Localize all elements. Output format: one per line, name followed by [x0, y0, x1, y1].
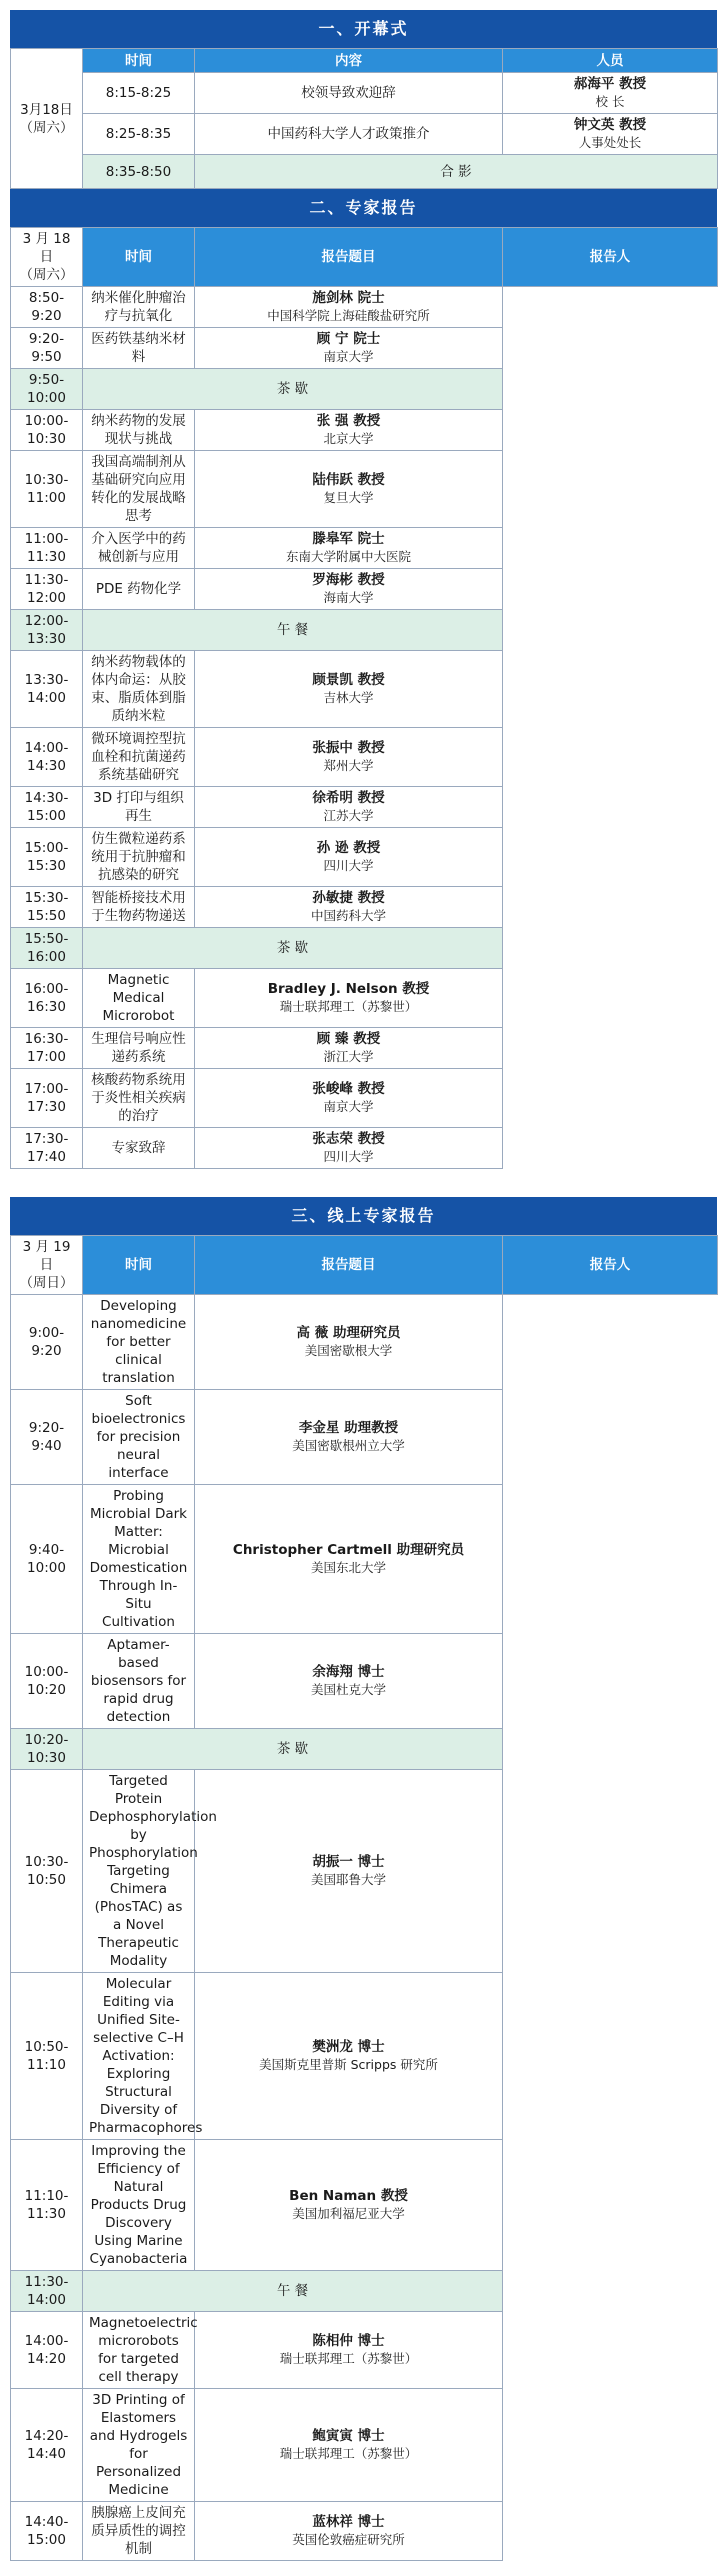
speaker-name: 孙敏捷 教授	[312, 890, 385, 906]
time-cell: 10:00-10:20	[11, 1634, 83, 1729]
speaker-cell	[195, 1128, 503, 1169]
photo-row	[11, 155, 718, 189]
table-row	[11, 1295, 718, 1390]
expert-section	[10, 189, 717, 1169]
speaker-cell	[195, 1770, 503, 1973]
table-row	[11, 651, 718, 728]
speaker-name: 余海翔 博士	[312, 1664, 385, 1680]
speaker-name: 陈相仲 博士	[312, 2333, 385, 2349]
speaker-name: Bradley J. Nelson 教授	[267, 981, 430, 997]
break-label: 茶 歇	[83, 928, 503, 969]
table-row	[11, 451, 718, 528]
speaker-org: 中国科学院上海硅酸盐研究所	[267, 308, 430, 323]
speaker-org: 美国加利福尼亚大学	[292, 2206, 405, 2221]
speaker-name: Christopher Cartmell 助理研究员	[232, 1542, 465, 1558]
col-header-topic: 报告题目	[195, 1236, 503, 1295]
topic-cell: 我国高端制剂从基础研究向应用转化的发展战略思考	[83, 451, 195, 528]
table-row	[11, 2502, 718, 2561]
table-row	[11, 528, 718, 569]
speaker-name: Ben Naman 教授	[289, 2188, 408, 2204]
col-header-time: 时间	[83, 49, 195, 73]
date-label: 3月18日	[20, 101, 73, 118]
speaker-name: 高 薇 助理研究员	[296, 1325, 401, 1341]
table-row	[11, 1390, 718, 1485]
time-cell: 9:20-9:40	[11, 1390, 83, 1485]
speaker-org: 瑞士联邦理工（苏黎世）	[279, 2351, 418, 2366]
speaker-org: 中国药科大学	[310, 908, 386, 923]
weekday-label: （周六）	[19, 119, 74, 136]
date-cell	[11, 49, 83, 189]
speaker-cell	[195, 287, 503, 328]
expert-table	[10, 227, 718, 1169]
topic-cell: 纳米催化肿瘤治疗与抗氧化	[83, 287, 195, 328]
speaker-name: 罗海彬 教授	[312, 572, 385, 588]
speaker-name: 滕皋军 院士	[312, 531, 385, 547]
speaker-cell	[195, 328, 503, 369]
speaker-name: 顾 臻 教授	[316, 1031, 381, 1047]
topic-cell: Magnetic Medical Microrobot	[83, 969, 195, 1028]
time-cell: 10:00-10:30	[11, 410, 83, 451]
topic-cell: Soft bioelectronics for precision neural interface	[83, 1390, 195, 1485]
speaker-org: 江苏大学	[323, 808, 374, 823]
speaker-name: 胡振一 博士	[312, 1854, 385, 1870]
time-cell: 10:30-10:50	[11, 1770, 83, 1973]
time-cell: 16:30-17:00	[11, 1028, 83, 1069]
table-row	[11, 410, 718, 451]
time-cell: 14:30-15:00	[11, 787, 83, 828]
speaker-name: 徐希明 教授	[312, 790, 385, 806]
speaker-cell	[195, 1069, 503, 1128]
time-cell: 13:30-14:00	[11, 651, 83, 728]
time-cell: 14:00-14:30	[11, 728, 83, 787]
speaker-cell	[195, 1973, 503, 2140]
table-row	[11, 2312, 718, 2389]
table-row	[11, 1028, 718, 1069]
speaker-cell	[195, 2502, 503, 2561]
topic-cell: 微环境调控型抗血栓和抗菌递药系统基础研究	[83, 728, 195, 787]
time-cell: 9:20-9:50	[11, 328, 83, 369]
topic-cell: 3D Printing of Elastomers and Hydrogels for Personalized Medicine	[83, 2389, 195, 2502]
topic-cell: Magnetoelectric microrobots for targeted cell therapy	[83, 2312, 195, 2389]
speaker-name: 顾景凯 教授	[312, 672, 385, 688]
speaker-cell	[195, 969, 503, 1028]
speaker-org: 人事处处长	[578, 135, 642, 150]
date-cell	[11, 228, 83, 287]
topic-cell: 生理信号响应性递药系统	[83, 1028, 195, 1069]
opening-table	[10, 48, 718, 189]
speaker-name: 樊洲龙 博士	[312, 2039, 385, 2055]
time-cell: 12:00-13:30	[11, 610, 83, 651]
table-row	[11, 1634, 718, 1729]
speaker-cell	[195, 728, 503, 787]
date-cell	[11, 1236, 83, 1295]
break-label: 午 餐	[83, 610, 503, 651]
speaker-cell	[195, 2312, 503, 2389]
time-cell: 8:50-9:20	[11, 287, 83, 328]
time-cell: 15:30-15:50	[11, 887, 83, 928]
speaker-cell	[503, 114, 718, 155]
speaker-name: 顾 宁 院士	[316, 331, 381, 347]
speaker-name: 张峻峰 教授	[312, 1081, 385, 1097]
speaker-name: 鲍寅寅 博士	[312, 2428, 385, 2444]
time-cell: 17:30-17:40	[11, 1128, 83, 1169]
topic-cell: 3D 打印与组织再生	[83, 787, 195, 828]
photo-label: 合 影	[195, 155, 718, 189]
topic-cell: 胰腺癌上皮间充质异质性的调控机制	[83, 2502, 195, 2561]
speaker-org: 美国杜克大学	[310, 1682, 386, 1697]
speaker-name: 张志荣 教授	[312, 1131, 385, 1147]
table-row	[11, 969, 718, 1028]
speaker-org: 郑州大学	[323, 758, 374, 773]
online-table	[10, 1235, 718, 2561]
speaker-cell	[195, 569, 503, 610]
table-row	[11, 887, 718, 928]
time-cell: 9:50-10:00	[11, 369, 83, 410]
time-cell: 11:30-14:00	[11, 2271, 83, 2312]
col-header-speaker: 报告人	[503, 1236, 718, 1295]
speaker-name: 钟文英 教授	[573, 117, 647, 133]
speaker-name: 蓝林祥 博士	[312, 2514, 385, 2530]
time-cell: 9:40-10:00	[11, 1485, 83, 1634]
table-row	[11, 728, 718, 787]
expert-rows	[11, 287, 718, 1169]
speaker-org: 瑞士联邦理工（苏黎世）	[279, 999, 418, 1014]
col-header-person: 人员	[503, 49, 718, 73]
speaker-org: 南京大学	[323, 349, 374, 364]
topic-cell: PDE 药物化学	[83, 569, 195, 610]
time-cell: 11:10-11:30	[11, 2140, 83, 2271]
date-label: 3 月 19 日	[22, 1239, 71, 1273]
col-header-time: 时间	[83, 1236, 195, 1295]
speaker-org: 校 长	[595, 94, 625, 109]
topic-cell: 智能桥接技术用于生物药物递送	[83, 887, 195, 928]
topic-cell: 专家致辞	[83, 1128, 195, 1169]
time-cell: 10:30-11:00	[11, 451, 83, 528]
topic-cell: 纳米药物的发展现状与挑战	[83, 410, 195, 451]
speaker-name: 李金星 助理教授	[298, 1420, 399, 1436]
table-row	[11, 569, 718, 610]
speaker-cell	[195, 2389, 503, 2502]
time-cell: 8:35-8:50	[83, 155, 195, 189]
break-row	[11, 1729, 718, 1770]
table-row	[11, 328, 718, 369]
online-rows	[11, 1295, 718, 2561]
break-row	[11, 2271, 718, 2312]
time-cell: 15:00-15:30	[11, 828, 83, 887]
speaker-org: 吉林大学	[323, 690, 374, 705]
speaker-name: 张 强 教授	[316, 413, 381, 429]
time-cell: 15:50-16:00	[11, 928, 83, 969]
speaker-org: 美国密歇根大学	[304, 1343, 393, 1358]
time-cell: 11:00-11:30	[11, 528, 83, 569]
speaker-name: 张振中 教授	[312, 740, 385, 756]
time-cell: 8:25-8:35	[83, 114, 195, 155]
speaker-org: 美国斯克里普斯 Scripps 研究所	[259, 2057, 438, 2072]
speaker-cell	[195, 410, 503, 451]
time-cell: 10:50-11:10	[11, 1973, 83, 2140]
section-title: 二、专家报告	[10, 189, 717, 227]
speaker-org: 美国耶鲁大学	[310, 1872, 386, 1887]
speaker-org: 浙江大学	[323, 1049, 374, 1064]
topic-cell: Improving the Efficiency of Natural Products Drug Discovery Using Marine Cyanobacteria	[83, 2140, 195, 2271]
topic-cell: Molecular Editing via Unified Site-selective C–H Activation: Exploring Structural Diversity of Pharmacophores	[83, 1973, 195, 2140]
topic-cell: 纳米药物载体的体内命运：从胶束、脂质体到脂质纳米粒	[83, 651, 195, 728]
section-title: 三、线上专家报告	[10, 1197, 717, 1235]
speaker-cell	[503, 73, 718, 114]
speaker-cell	[195, 651, 503, 728]
time-cell: 16:00-16:30	[11, 969, 83, 1028]
speaker-org: 美国密歇根州立大学	[292, 1438, 405, 1453]
speaker-org: 北京大学	[323, 431, 374, 446]
weekday-label: （周日）	[19, 1275, 74, 1291]
speaker-cell	[195, 887, 503, 928]
table-row	[11, 1973, 718, 2140]
time-cell: 17:00-17:30	[11, 1069, 83, 1128]
speaker-cell	[195, 1295, 503, 1390]
speaker-org: 美国东北大学	[310, 1560, 386, 1575]
table-row	[11, 1069, 718, 1128]
speaker-cell	[195, 1390, 503, 1485]
topic-cell: Aptamer-based biosensors for rapid drug detection	[83, 1634, 195, 1729]
speaker-org: 东南大学附属中大医院	[285, 549, 411, 564]
table-row	[11, 2389, 718, 2502]
speaker-cell	[195, 528, 503, 569]
table-row	[11, 2140, 718, 2271]
topic-cell: 医药铁基纳米材料	[83, 328, 195, 369]
speaker-cell	[195, 1485, 503, 1634]
opening-section	[10, 10, 717, 189]
speaker-org: 英国伦敦癌症研究所	[292, 2532, 405, 2547]
table-row	[11, 114, 718, 155]
speaker-org: 四川大学	[323, 1149, 374, 1164]
speaker-name: 郝海平 教授	[573, 76, 647, 92]
col-header-speaker: 报告人	[503, 228, 718, 287]
speaker-org: 四川大学	[323, 858, 374, 873]
time-cell: 14:20-14:40	[11, 2389, 83, 2502]
speaker-org: 南京大学	[323, 1099, 374, 1114]
topic-cell: 校领导致欢迎辞	[195, 73, 503, 114]
time-cell: 9:00-9:20	[11, 1295, 83, 1390]
speaker-name: 孙 逊 教授	[316, 840, 381, 856]
section-title: 一、开幕式	[10, 10, 717, 48]
break-row	[11, 369, 718, 410]
topic-cell: Developing nanomedicine for better clinical translation	[83, 1295, 195, 1390]
date-label: 3 月 18 日	[22, 231, 71, 265]
table-row	[11, 787, 718, 828]
topic-cell: 核酸药物系统用于炎性相关疾病的治疗	[83, 1069, 195, 1128]
col-header-content: 内容	[195, 49, 503, 73]
break-row	[11, 610, 718, 651]
time-cell: 10:20-10:30	[11, 1729, 83, 1770]
speaker-name: 陆伟跃 教授	[312, 472, 385, 488]
speaker-cell	[195, 828, 503, 887]
speaker-org: 复旦大学	[323, 490, 374, 505]
table-row	[11, 287, 718, 328]
time-cell: 11:30-12:00	[11, 569, 83, 610]
break-label: 茶 歇	[83, 369, 503, 410]
topic-cell: 仿生微粒递药系统用于抗肿瘤和抗感染的研究	[83, 828, 195, 887]
table-row	[11, 1485, 718, 1634]
weekday-label: （周六）	[19, 267, 74, 283]
table-row	[11, 73, 718, 114]
online-section	[10, 1197, 717, 2561]
speaker-org: 瑞士联邦理工（苏黎世）	[279, 2446, 418, 2461]
time-cell: 14:40-15:00	[11, 2502, 83, 2561]
speaker-cell	[195, 1634, 503, 1729]
topic-cell: 介入医学中的药械创新与应用	[83, 528, 195, 569]
break-label: 茶 歇	[83, 1729, 503, 1770]
topic-cell: 中国药科大学人才政策推介	[195, 114, 503, 155]
time-cell: 14:00-14:20	[11, 2312, 83, 2389]
topic-cell: Targeted Protein Dephosphorylation by Phosphorylation Targeting Chimera (PhosTAC) as a Novel Therapeutic Modality	[83, 1770, 195, 1973]
table-row	[11, 1128, 718, 1169]
table-row	[11, 1770, 718, 1973]
time-cell: 8:15-8:25	[83, 73, 195, 114]
col-header-topic: 报告题目	[195, 228, 503, 287]
table-row	[11, 828, 718, 887]
topic-cell: Probing Microbial Dark Matter: Microbial Domestication Through In-Situ Cultivation	[83, 1485, 195, 1634]
col-header-time: 时间	[83, 228, 195, 287]
speaker-org: 海南大学	[323, 590, 374, 605]
speaker-name: 施剑林 院士	[312, 290, 385, 306]
speaker-cell	[195, 1028, 503, 1069]
speaker-cell	[195, 451, 503, 528]
break-row	[11, 928, 718, 969]
speaker-cell	[195, 787, 503, 828]
speaker-cell	[195, 2140, 503, 2271]
break-label: 午 餐	[83, 2271, 503, 2312]
